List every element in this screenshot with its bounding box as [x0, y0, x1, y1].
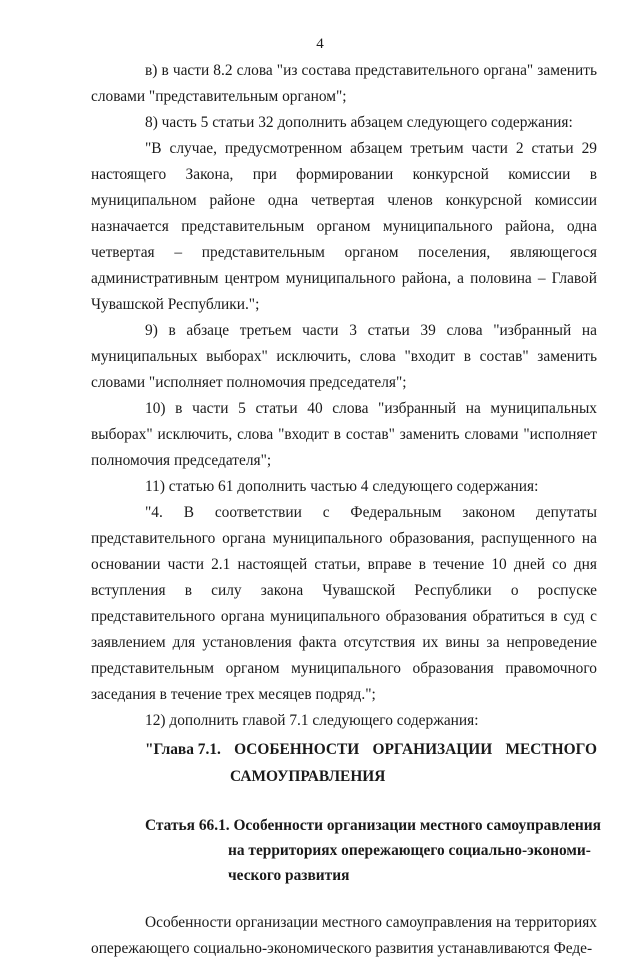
amendment-quote-11: "4. В соответствии с Федеральным законом депутаты представительного органа муниципального образования, распущенного на основании части 2.1 настоящей статьи, вправе в течение 10 дней со дня вступления в силу закона Чувашской Республики о роспуске представительного органа муниципального образования обратиться в суд с заявлением для установления факта отсутствия их вины за непроведение представительным органом муниципального образования правомочного заседания в течение трех месяцев подряд."; [91, 504, 597, 703]
article-title-line: Статья 66.1. Особенности организации местного самоуправления [145, 817, 601, 834]
article-title-line: ческого развития [228, 867, 350, 884]
chapter-label: "Глава 7.1. [145, 741, 221, 758]
chapter-title-word: ОСОБЕННОСТИ [234, 741, 360, 758]
amendment-item-12: 12) дополнить главой 7.1 следующего содержания: [145, 712, 479, 729]
chapter-heading [91, 736, 597, 790]
article-title-line: на территориях опережающего социально-экономи- [228, 842, 591, 859]
chapter-title-word: ОРГАНИЗАЦИИ [372, 741, 493, 758]
amendment-paragraph-v: в) в части 8.2 слова "из состава представительного органа" заменить словами "представительным органом"; [91, 62, 597, 105]
article-heading [91, 813, 601, 888]
chapter-title-line2: САМОУПРАВЛЕНИЯ [230, 768, 386, 785]
amendment-item-8: 8) часть 5 статьи 32 дополнить абзацем следующего содержания: [145, 114, 573, 131]
amendment-item-10: 10) в части 5 статьи 40 слова "избранный на муниципальных выборах" исключить, слова "входит в состав" заменить словами "исполняет полномочия председателя"; [91, 400, 597, 469]
amendment-quote-8: "В случае, предусмотренном абзацем третьим части 2 статьи 29 настоящего Закона, при формировании конкурсной комиссии в муниципальном районе одна четвертая членов конкурсной комиссии назначается представительным органом муниципального района, одна четвертая – представительным органом поселения, являющегося административным центром муниципального района, а половина – Главой Чувашской Республики."; [91, 140, 597, 313]
article-body-paragraph: Особенности организации местного самоуправления на территориях опережающего социально-экономического развития устанавливаются Феде- [91, 914, 597, 957]
amendment-item-11: 11) статью 61 дополнить частью 4 следующего содержания: [145, 478, 539, 495]
amendment-item-9: 9) в абзаце третьем части 3 статьи 39 слова "избранный на муниципальных выборах" исключить, слова "входит в состав" заменить словами "исполняет полномочия председателя"; [91, 322, 597, 391]
page-number: 4 [316, 36, 324, 52]
chapter-title-word: МЕСТНОГО [505, 741, 597, 758]
document-body [91, 58, 601, 962]
